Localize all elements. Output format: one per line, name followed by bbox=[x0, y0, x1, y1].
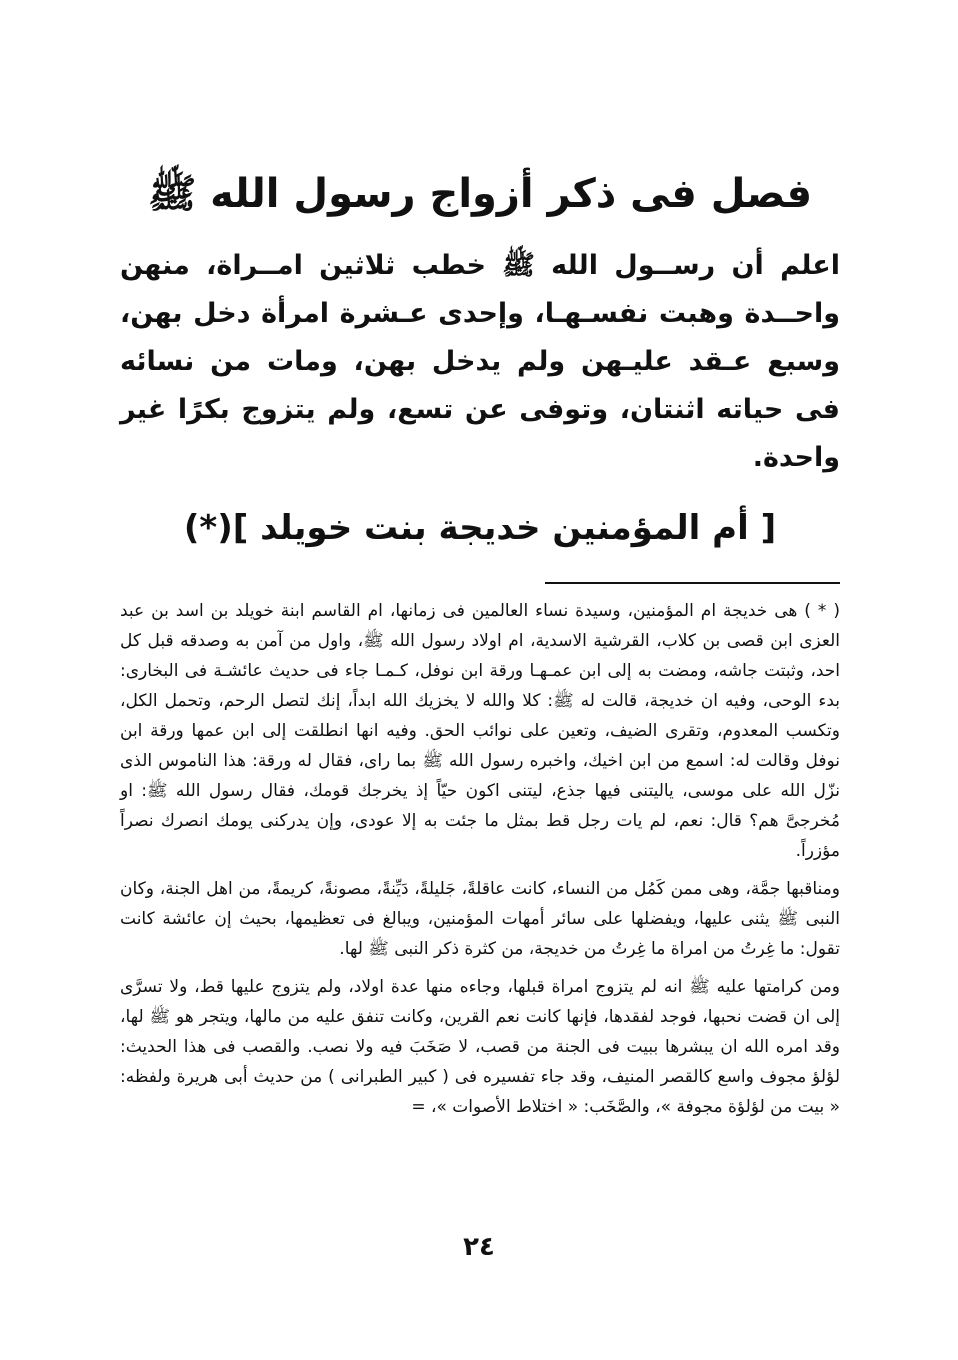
section-title: [ أم المؤمنين خديجة بنت خويلد ](*) bbox=[183, 508, 777, 548]
page-number: ٢٤ bbox=[463, 1232, 495, 1262]
chapter-title: فصل فى ذكر أزواج رسول الله ﷺ bbox=[147, 171, 813, 217]
page-body bbox=[120, 150, 840, 1130]
intro-paragraph: اعلم أن رســول الله ﷺ خطب ثلاثين امــراة، منهن واحــدة وهبت نفسـهـا، وإحدى عـشرة امرأة دخل بهن، وسبع عـقد عليـهن ولم يدخل بهن، ومات من نسائه فى حياته اثنتان، وتوفى عن تسع، ولم يتزوج بكرًا غير واحدة. bbox=[120, 250, 840, 473]
footnotes bbox=[120, 596, 840, 1122]
footnote-separator bbox=[545, 582, 840, 584]
footnote-paragraph: ومن كرامتها عليه ﷺ انه لم يتزوج امراة قبلها، وجاءه منها عدة اولاد، ولم يتزوج عليها قط، ولا تسرَّى إلى ان قضت نحبها، فوجد لفقدها، فإنها كانت نعم القرين، وكانت تنفق عليه من مالها، ويتجر هو ﷺ لها، وقد امره الله ان يبشرها ببيت فى الجنة من قصب، لا صَخَبَ فيه ولا نصب. والقصب فى هذا الحديث: لؤلؤ مجوف واسع كالقصر المنيف، وقد جاء تفسيره فى ( كبير الطبرانى ) من حديث أبى هريرة ولفظه: « بيت من لؤلؤة مجوفة »، والصَّخَب: « اختلاط الأصوات »، = bbox=[120, 977, 840, 1117]
footnote-paragraph: ( * ) هى خديجة ام المؤمنين، وسيدة نساء العالمين فى زمانها، ام القاسم ابنة خويلد بن اسد بن عبد العزى ابن قصى بن كلاب، القرشية الاسدية، ام اولاد رسول الله ﷺ، واول من آمن به وصدقه قبل كل احد، وثبتت جاشه، ومضت به إلى ابن عمـهـا ورقة ابن نوفل، كـمـا جاء فى حديث عائشـة فى البخارى: بدء الوحى، وفيه ان خديجة، قالت له ﷺ: كلا والله لا يخزيك الله ابداً، إنك لتصل الرحم، وتحمل الكل، وتكسب المعدوم، وتقرى الضيف، وتعين على نوائب الحق. وفيه انها انطلقت إلى ابن عمها ورقة ابن نوفل وقالت له: اسمع من ابن اخيك، واخبره رسول الله ﷺ بما راى، فقال له ورقة: هذا الناموس الذى نزّل الله على موسى، ياليتنى فيها جذع، ليتنى اكون حيّاً إذ يخرجك قومك، فقال رسول الله ﷺ: او مُخرجىَّ هم؟ قال: نعم، لم يات رجل قط بمثل ما جئت به إلا عودى، وإن يدركنى يومك انصرك نصراً مؤزراً. bbox=[120, 601, 840, 861]
footnote-paragraph: ومناقبها جمَّة، وهى ممن كَمُل من النساء، كانت عاقلةً، جَليلةً، دَيِّنةً، مصونةً، كريمةً، من اهل الجنة، وكان النبى ﷺ يثنى عليها، ويفضلها على سائر أمهات المؤمنين، ويبالغ فى تعظيمها، بحيث إن عائشة كانت تقول: ما غِرتُ من امراة ما غِرتُ من خديجة، من كثرة ذكر النبى ﷺ لها. bbox=[120, 879, 840, 959]
